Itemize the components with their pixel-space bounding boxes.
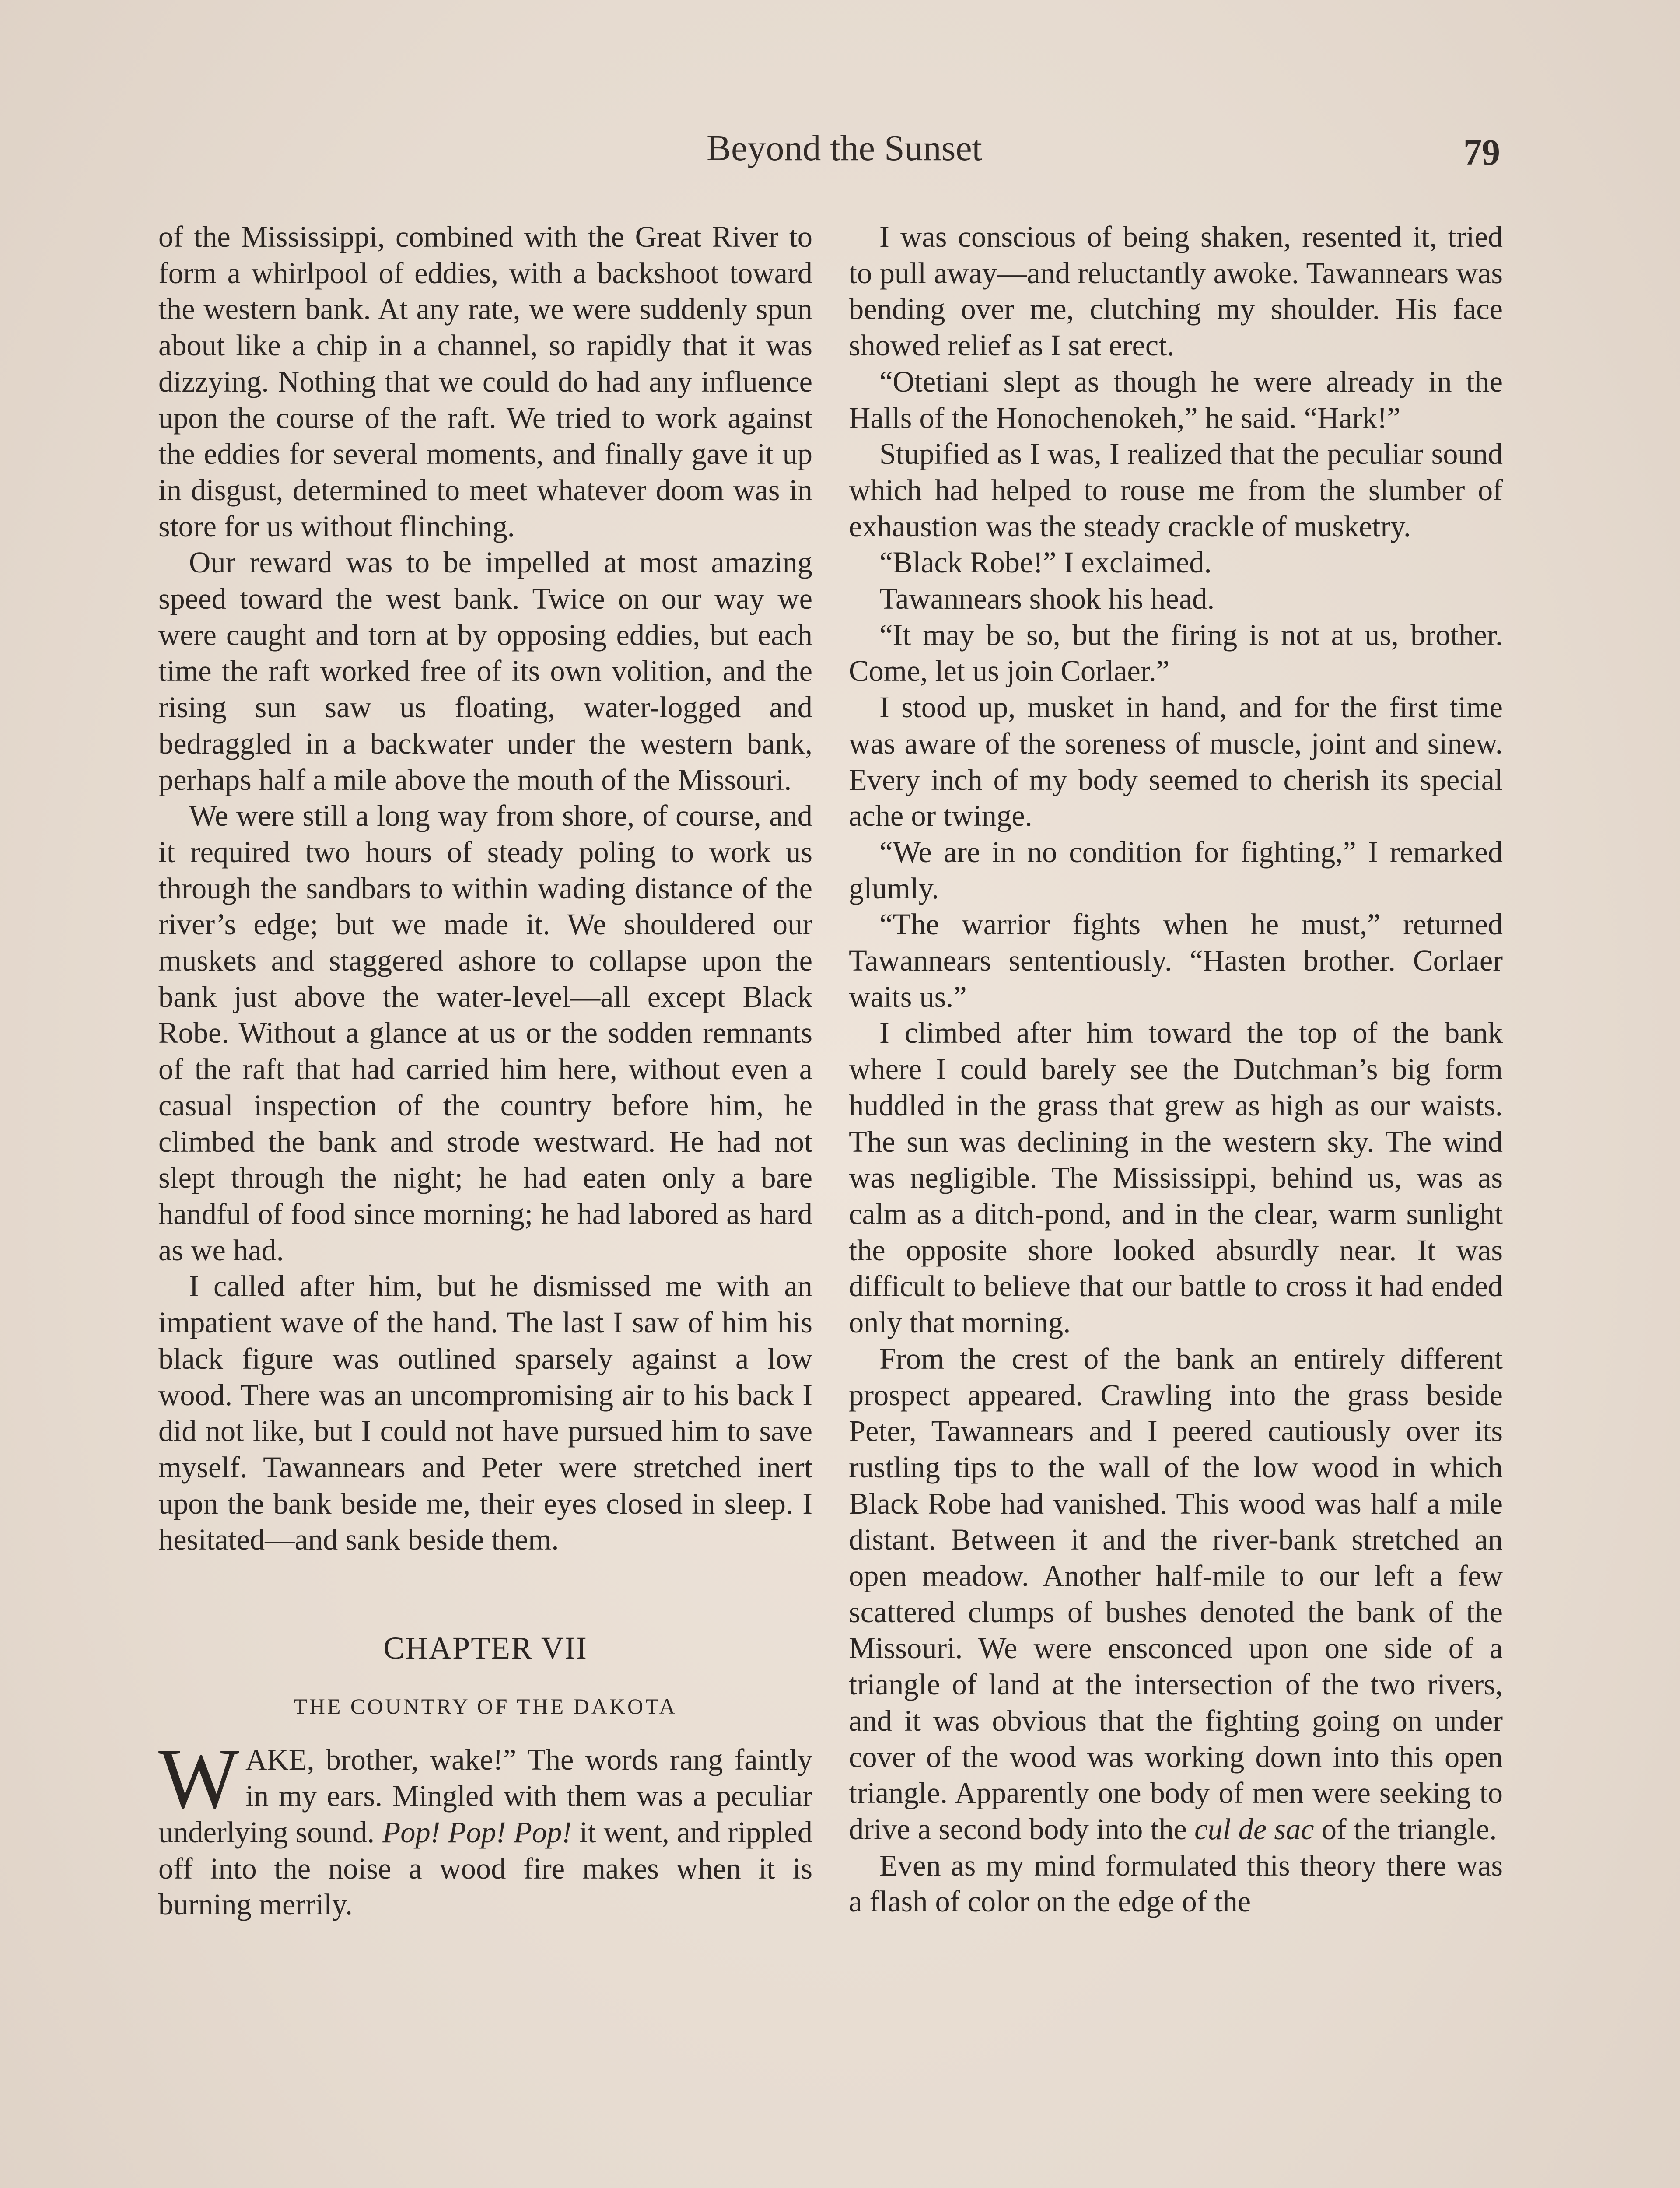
paragraph: Our reward was to be impelled at most amazing speed toward the west bank. Twice on our way we were caught and torn at by opposing eddies, but each time the raft worked free of its own volition, and the rising sun saw us floating, water-logged and bedraggled in a backwater under the western bank, perhaps half a mile above the mouth of the Missouri. — [158, 546, 812, 796]
paragraph — [849, 1341, 1503, 1848]
paragraph: Stupified as I was, I realized that the peculiar sound which had helped to rouse me from the slumber of exhaustion was the steady crackle of musketry. — [849, 437, 1503, 543]
left-column — [158, 219, 812, 1923]
paragraph: “Black Robe!” I exclaimed. — [879, 546, 1212, 579]
paragraph: I climbed after him toward the top of the bank where I could barely see the Dutchman’s big form huddled in the grass that grew as high as our waists. The sun was declining in the western sky. The wind was negligible. The Mississippi, behind us, was as calm as a ditch-pond, and in the clear, warm sunlight the opposite shore looked absurdly near. It was difficult to believe that our battle to cross it had ended only that morning. — [849, 1016, 1503, 1339]
paragraph: “The warrior fights when he must,” returned Tawannears sententiously. “Hasten brother. Corlaer waits us.” — [849, 908, 1503, 1013]
right-column — [849, 219, 1503, 1920]
opening-text: AKE, brother, wake!” The words rang faintly in my ears. Mingled with them was a peculiar underlying sound. — [158, 1743, 812, 1849]
running-title: Beyond the Sunset — [707, 128, 982, 168]
page-number: 79 — [1463, 132, 1500, 173]
paragraph: Even as my mind formulated this theory there was a flash of color on the edge of the — [849, 1848, 1503, 1918]
drop-cap: W — [158, 1731, 239, 1827]
opening-text-end: it went, and rippled off into the noise a wood fire makes when it is burning merrily. — [158, 1815, 812, 1922]
paragraph: “Otetiani slept as though he were already in the Halls of the Honochenokeh,” he said. “Hark!” — [849, 365, 1503, 435]
pop-sound-text: Pop! Pop! Pop! — [382, 1815, 572, 1849]
paragraph: Tawannears shook his head. — [879, 582, 1215, 616]
paragraph: I called after him, but he dismissed me with an impatient wave of the hand. The last I saw of him his black figure was outlined sparsely against a low wood. There was an uncompromising air to his back I did not like, but I could not have pursued him to save myself. Tawannears and Peter were stretched inert upon the bank beside me, their eyes closed in sleep. I hesitated—and sank beside them. — [158, 1269, 812, 1557]
paragraph: I was conscious of being shaken, resented it, tried to pull away—and reluctantly awoke. Tawannears was bending over me, clutching my shoulder. His face showed relief as I sat erect. — [849, 220, 1503, 362]
chapter-opening-paragraph — [158, 1731, 812, 1923]
paragraph: We were still a long way from shore, of course, and it required two hours of steady poling to work us through the sandbars to within wading distance of the river’s edge; but we made it. We shouldered our muskets and staggered ashore to collapse upon the bank just above the water-level—all except Black Robe. Without a glance at us or the sodden remnants of the raft that had carried him here, without even a casual inspection of the country before him, he climbed the bank and strode westward. He had not slept through the night; he had eaten only a bare handful of food since morning; he had labored as hard as we had. — [158, 799, 812, 1267]
paragraph: “It may be so, but the firing is not at us, brother. Come, let us join Corlaer.” — [849, 618, 1503, 688]
crest-text-end: of the triangle. — [1321, 1812, 1497, 1846]
chapter-subtitle: THE COUNTRY OF THE DAKOTA — [294, 1694, 677, 1718]
paragraph: I stood up, musket in hand, and for the first time was aware of the soreness of muscle, joint and sinew. Every inch of my body seemed to cherish its special ache or twinge. — [849, 691, 1503, 833]
chapter-heading: CHAPTER VII — [383, 1630, 588, 1666]
crest-text: From the crest of the bank an entirely different prospect appeared. Crawling into the grass beside Peter, Tawannears and I peered cautiously over its rustling tips to the wall of the low wood in which Black Robe had vanished. This wood was half a mile distant. Between it and the river-bank stretched an open meadow. Another half-mile to our left a few scattered clumps of bushes denoted the bank of the Missouri. We were ensconced upon one side of a triangle of land at the intersection of the two rivers, and it was obvious that the fighting going on under cover of the wood was working down into this open triangle. Apparently one body of men were seeking to drive a second body into the — [849, 1342, 1503, 1846]
paragraph: of the Mississippi, combined with the Great River to form a whirlpool of eddies, with a backshoot toward the western bank. At any rate, we were suddenly spun about like a chip in a channel, so rapidly that it was dizzying. Nothing that we could do had any influence upon the course of the raft. We tried to work against the eddies for several moments, and finally gave it up in disgust, determined to meet whatever doom was in store for us without flinching. — [158, 220, 812, 543]
cul-de-sac-text: cul de sac — [1194, 1812, 1314, 1846]
paragraph: “We are in no condition for fighting,” I remarked glumly. — [849, 835, 1503, 905]
